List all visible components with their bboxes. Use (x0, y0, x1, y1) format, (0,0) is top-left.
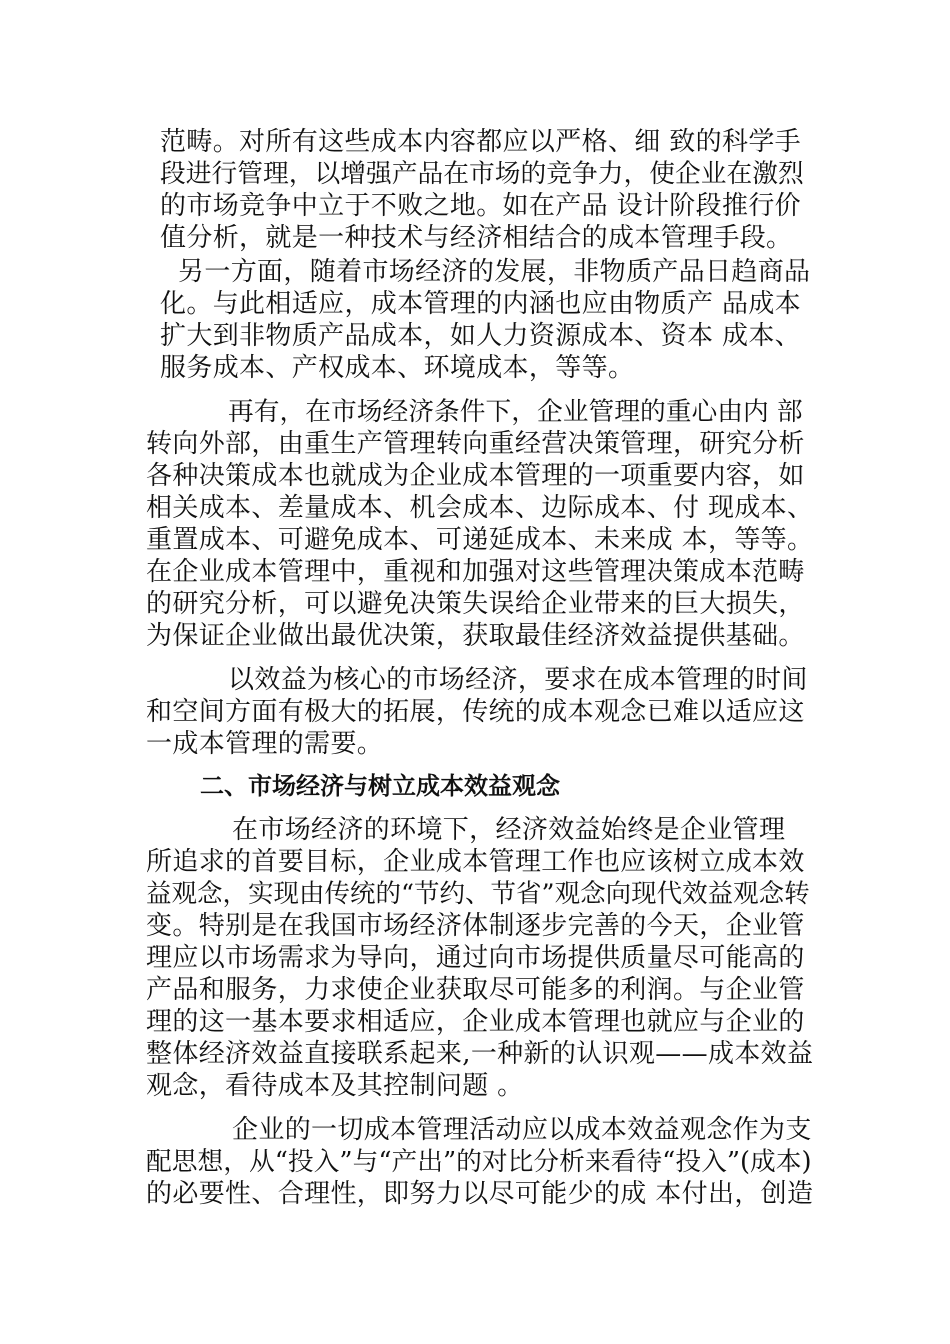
p3-line-6: 在企业成本管理中，重视和加强对这些管理决策成本范畴 (146, 557, 805, 587)
p4-line-3: 一成本管理的需要。 (146, 729, 384, 759)
p1-line-2: 段进行管理，以增强产品在市场的竞争力，使企业在激烈 (160, 159, 804, 189)
p1-line-3: 的市场竞争中立于不败之地。如在产品 设计阶段推行价 (160, 191, 802, 221)
p3-line-4: 相关成本、差量成本、机会成本、边际成本、付 现成本、 (146, 493, 814, 523)
p5-line-4: 变。特别是在我国市场经济体制逐步完善的今天，企业管 (146, 911, 805, 941)
p3-line-5: 重置成本、可避免成本、可递延成本、未来成 本，等等。 (146, 525, 814, 555)
p3-line-8: 为保证企业做出最优决策，获取最佳经济效益提供基础。 (146, 621, 805, 651)
p5-line-1: 在市场经济的环境下，经济效益始终是企业管理 (232, 815, 786, 845)
p1-line-1: 范畴。对所有这些成本内容都应以严格、细 致的科学手 (160, 127, 802, 157)
p5-line-3: 益观念，实现由传统的“节约、节省”观念向现代效益观念转 (146, 879, 810, 909)
section-heading: 二、市场经济与树立成本效益观念 (200, 772, 560, 800)
p6-line-2: 配思想，从“投入”与“产出”的对比分析来看待“投入”(成本) (146, 1147, 812, 1177)
p6-line-1: 企业的一切成本管理活动应以成本效益观念作为支 (232, 1115, 812, 1145)
p2-line-3: 扩大到非物质产品成本，如人力资源成本、资本 成本、 (160, 321, 802, 351)
p5-line-7: 理的这一基本要求相适应，企业成本管理也就应与企业的 (146, 1007, 805, 1037)
p4-line-1: 以效益为核心的市场经济，要求在成本管理的时间 (228, 665, 808, 695)
p3-line-1: 再有，在市场经济条件下，企业管理的重心由内 部 (228, 397, 803, 427)
p3-line-7: 的研究分析，可以避免决策失误给企业带来的巨大损失， (146, 589, 805, 619)
p5-line-8: 整体经济效益直接联系起来,一种新的认识观——成本效益 (146, 1039, 814, 1069)
p4-line-2: 和空间方面有极大的拓展，传统的成本观念已难以适应这 (146, 697, 805, 727)
p5-line-2: 所追求的首要目标，企业成本管理工作也应该树立成本效 (146, 847, 805, 877)
p1-line-4: 值分析，就是一种技术与经济相结合的成本管理手段。 (160, 223, 793, 253)
p2-line-1: 另一方面，随着市场经济的发展，非物质产品日趋商品 (178, 257, 811, 287)
p2-line-4: 服务成本、产权成本、环境成本，等等。 (160, 353, 635, 383)
p3-line-3: 各种决策成本也就成为企业成本管理的一项重要内容，如 (146, 461, 805, 491)
p3-line-2: 转向外部，由重生产管理转向重经营决策管理，研究分析 (146, 429, 805, 459)
p5-line-5: 理应以市场需求为导向，通过向市场提供质量尽可能高的 (146, 943, 805, 973)
p6-line-3: 的必要性、合理性，即努力以尽可能少的成 本付出，创造 (146, 1179, 814, 1209)
p5-line-9: 观念，看待成本及其控制问题 。 (146, 1071, 524, 1101)
p2-line-2: 化。与此相适应，成本管理的内涵也应由物质产 品成本 (160, 289, 802, 319)
p5-line-6: 产品和服务，力求使企业获取尽可能多的利润。与企业管 (146, 975, 805, 1005)
